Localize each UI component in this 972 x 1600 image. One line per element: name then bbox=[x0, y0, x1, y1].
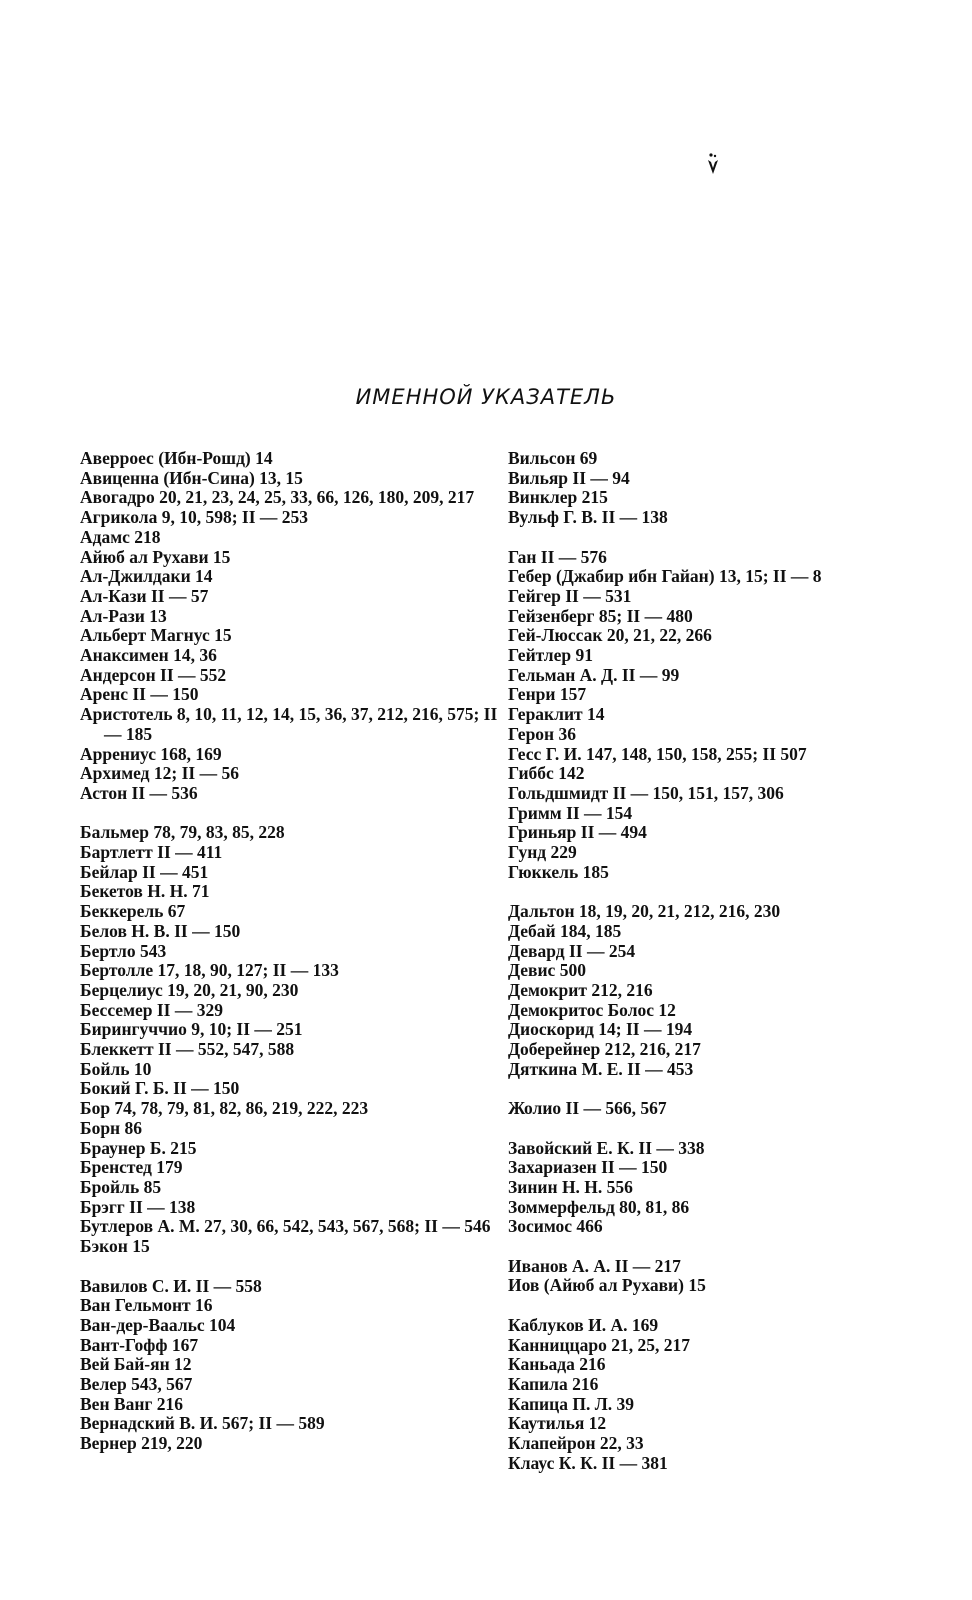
index-letter-group bbox=[508, 1316, 928, 1474]
index-entry: Андерсон II — 552 bbox=[80, 664, 227, 685]
index-entry: Зоммерфельд 80, 81, 86 bbox=[508, 1196, 690, 1217]
index-entry: Бренстед 179 bbox=[80, 1157, 183, 1178]
index-entry: Бутлеров А. М. 27, 30, 66, 542, 543, 567, 568; II — 546 bbox=[80, 1216, 491, 1237]
index-entry: Доберейнер 212, 216, 217 bbox=[508, 1039, 701, 1060]
index-entry: Бекетов Н. Н. 71 bbox=[80, 881, 210, 902]
index-entry: Бейлар II — 451 bbox=[80, 861, 209, 882]
index-entry: Ал-Кази II — 57 bbox=[80, 585, 209, 606]
page-title: ИМЕННОЙ УКАЗАТЕЛЬ bbox=[355, 385, 617, 409]
index-letter-group bbox=[80, 1277, 500, 1454]
index-entry: Берцелиус 19, 20, 21, 90, 230 bbox=[80, 979, 299, 1000]
index-entry: Аррениус 168, 169 bbox=[80, 743, 222, 764]
index-entry: Клаус К. К. II — 381 bbox=[508, 1452, 668, 1473]
index-entry: Бэкон 15 bbox=[80, 1236, 150, 1257]
index-entry: Жолио II — 566, 567 bbox=[508, 1098, 667, 1119]
index-entry: Вей Бай-ян 12 bbox=[80, 1354, 192, 1375]
index-entry: Астон II — 536 bbox=[80, 782, 198, 803]
index-entry: Иов (Айюб ал Рухави) 15 bbox=[508, 1275, 706, 1296]
index-entry: Гейгер II — 531 bbox=[508, 585, 632, 606]
index-entry: Белов Н. В. II — 150 bbox=[80, 920, 241, 941]
index-entry: Аристотель 8, 10, 11, 12, 14, 15, 36, 37, 212, 216, 575; II — 185 bbox=[80, 704, 498, 744]
index-entry: Гриньяр II — 494 bbox=[508, 822, 647, 843]
index-entry: Анаксимен 14, 36 bbox=[80, 645, 217, 666]
index-entry: Адамс 218 bbox=[80, 526, 161, 547]
index-entry: Борн 86 bbox=[80, 1117, 143, 1138]
index-entry: Гримм II — 154 bbox=[508, 802, 633, 823]
index-entry: Каньада 216 bbox=[508, 1354, 606, 1375]
index-entry: Бойль 10 bbox=[80, 1058, 152, 1079]
index-entry: Гюккель 185 bbox=[508, 861, 609, 882]
index-letter-group bbox=[508, 902, 928, 1079]
index-entry: Вернадский В. И. 567; II — 589 bbox=[80, 1413, 325, 1434]
index-entry: Герон 36 bbox=[508, 723, 577, 744]
index-entry: Бирингуччио 9, 10; II — 251 bbox=[80, 1019, 303, 1040]
index-entry: Бертло 543 bbox=[80, 940, 167, 961]
index-entry: Гераклит 14 bbox=[508, 704, 605, 725]
index-entry: Генри 157 bbox=[508, 684, 587, 705]
index-letter-group bbox=[508, 1099, 928, 1119]
index-entry: Дальтон 18, 19, 20, 21, 212, 216, 230 bbox=[508, 901, 781, 922]
index-entry: Агрикола 9, 10, 598; II — 253 bbox=[80, 507, 309, 528]
index-column-right bbox=[508, 449, 928, 1493]
index-entry: Бартлетт II — 411 bbox=[80, 842, 223, 863]
index-entry: Аверроес (Ибн-Рошд) 14 bbox=[80, 448, 273, 468]
index-entry: Бертолле 17, 18, 90, 127; II — 133 bbox=[80, 960, 339, 981]
index-entry: Зосимос 466 bbox=[508, 1216, 603, 1237]
index-entry: Велер 543, 567 bbox=[80, 1374, 193, 1395]
index-entry: Зинин Н. Н. 556 bbox=[508, 1176, 633, 1197]
index-letter-group bbox=[508, 1139, 928, 1238]
index-entry: Беккерель 67 bbox=[80, 901, 186, 922]
index-entry: Бальмер 78, 79, 83, 85, 228 bbox=[80, 822, 285, 843]
index-entry: Вен Ванг 216 bbox=[80, 1393, 183, 1414]
index-letter-group bbox=[508, 548, 928, 883]
index-entry: Дебай 184, 185 bbox=[508, 920, 622, 941]
index-entry: Вернер 219, 220 bbox=[80, 1433, 203, 1454]
index-entry: Демокритос Болос 12 bbox=[508, 999, 676, 1020]
index-letter-group bbox=[80, 823, 500, 1256]
index-entry: Гельман А. Д. II — 99 bbox=[508, 664, 680, 685]
index-entry: Блеккетт II — 552, 547, 588 bbox=[80, 1039, 295, 1060]
index-entry: Гиббс 142 bbox=[508, 763, 585, 784]
index-entry: Каблуков И. А. 169 bbox=[508, 1314, 659, 1335]
index-entry: Альберт Магнус 15 bbox=[80, 625, 232, 646]
index-entry: Архимед 12; II — 56 bbox=[80, 763, 239, 784]
index-entry: Авиценна (Ибн-Сина) 13, 15 bbox=[80, 467, 303, 488]
ornament-mark-icon bbox=[705, 152, 721, 178]
index-entry: Дяткина М. Е. II — 453 bbox=[508, 1058, 694, 1079]
index-entry: Вант-Гофф 167 bbox=[80, 1334, 199, 1355]
index-entry: Айюб ал Рухави 15 bbox=[80, 546, 231, 567]
index-entry: Брэгг II — 138 bbox=[80, 1196, 196, 1217]
index-entry: Гебер (Джабир ибн Гайан) 13, 15; II — 8 bbox=[508, 566, 822, 587]
index-entry: Капила 216 bbox=[508, 1373, 599, 1394]
index-letter-group bbox=[80, 449, 500, 804]
index-entry: Гейтлер 91 bbox=[508, 645, 594, 666]
index-entry: Гунд 229 bbox=[508, 842, 577, 863]
index-entry: Ган II — 576 bbox=[508, 546, 607, 567]
index-entry: Аренс II — 150 bbox=[80, 684, 199, 705]
index-letter-group bbox=[508, 449, 928, 528]
index-entry: Винклер 215 bbox=[508, 487, 608, 508]
index-entry: Канниццаро 21, 25, 217 bbox=[508, 1334, 690, 1355]
index-entry: Гесс Г. И. 147, 148, 150, 158, 255; II 507 bbox=[508, 743, 807, 764]
index-entry: Бессемер II — 329 bbox=[80, 999, 223, 1020]
index-entry: Бор 74, 78, 79, 81, 82, 86, 219, 222, 223 bbox=[80, 1098, 369, 1119]
index-entry: Ван-дер-Ваальс 104 bbox=[80, 1314, 236, 1335]
index-entry: Диоскорид 14; II — 194 bbox=[508, 1019, 693, 1040]
index-entry: Гейзенберг 85; II — 480 bbox=[508, 605, 693, 626]
index-entry: Бокий Г. Б. II — 150 bbox=[80, 1078, 240, 1099]
index-entry: Демокрит 212, 216 bbox=[508, 979, 653, 1000]
index-entry: Клапейрон 22, 33 bbox=[508, 1433, 644, 1454]
index-letter-group bbox=[508, 1257, 928, 1296]
index-entry: Иванов А. А. II — 217 bbox=[508, 1255, 681, 1276]
index-entry: Капица П. Л. 39 bbox=[508, 1393, 635, 1414]
index-entry: Вильяр II — 94 bbox=[508, 467, 630, 488]
index-entry: Ван Гельмонт 16 bbox=[80, 1295, 213, 1316]
index-entry: Захариазен II — 150 bbox=[508, 1157, 668, 1178]
index-entry: Бройль 85 bbox=[80, 1177, 162, 1197]
index-column-left bbox=[80, 449, 500, 1474]
index-entry: Вавилов С. И. II — 558 bbox=[80, 1275, 262, 1296]
index-entry: Каутилья 12 bbox=[508, 1413, 607, 1434]
index-entry: Вульф Г. В. II — 138 bbox=[508, 507, 668, 528]
index-entry: Ал-Рази 13 bbox=[80, 605, 167, 626]
index-entry: Девард II — 254 bbox=[508, 940, 636, 961]
index-entry: Вильсон 69 bbox=[508, 448, 598, 468]
index-entry: Гей-Люссак 20, 21, 22, 266 bbox=[508, 625, 712, 646]
index-entry: Гольдшмидт II — 150, 151, 157, 306 bbox=[508, 782, 784, 803]
index-entry: Авогадро 20, 21, 23, 24, 25, 33, 66, 126, 180, 209, 217 bbox=[80, 487, 475, 508]
index-entry: Браунер Б. 215 bbox=[80, 1137, 197, 1158]
index-entry: Девис 500 bbox=[508, 960, 586, 981]
index-entry: Завойский Е. К. II — 338 bbox=[508, 1137, 705, 1158]
index-entry: Ал-Джилдаки 14 bbox=[80, 566, 213, 587]
